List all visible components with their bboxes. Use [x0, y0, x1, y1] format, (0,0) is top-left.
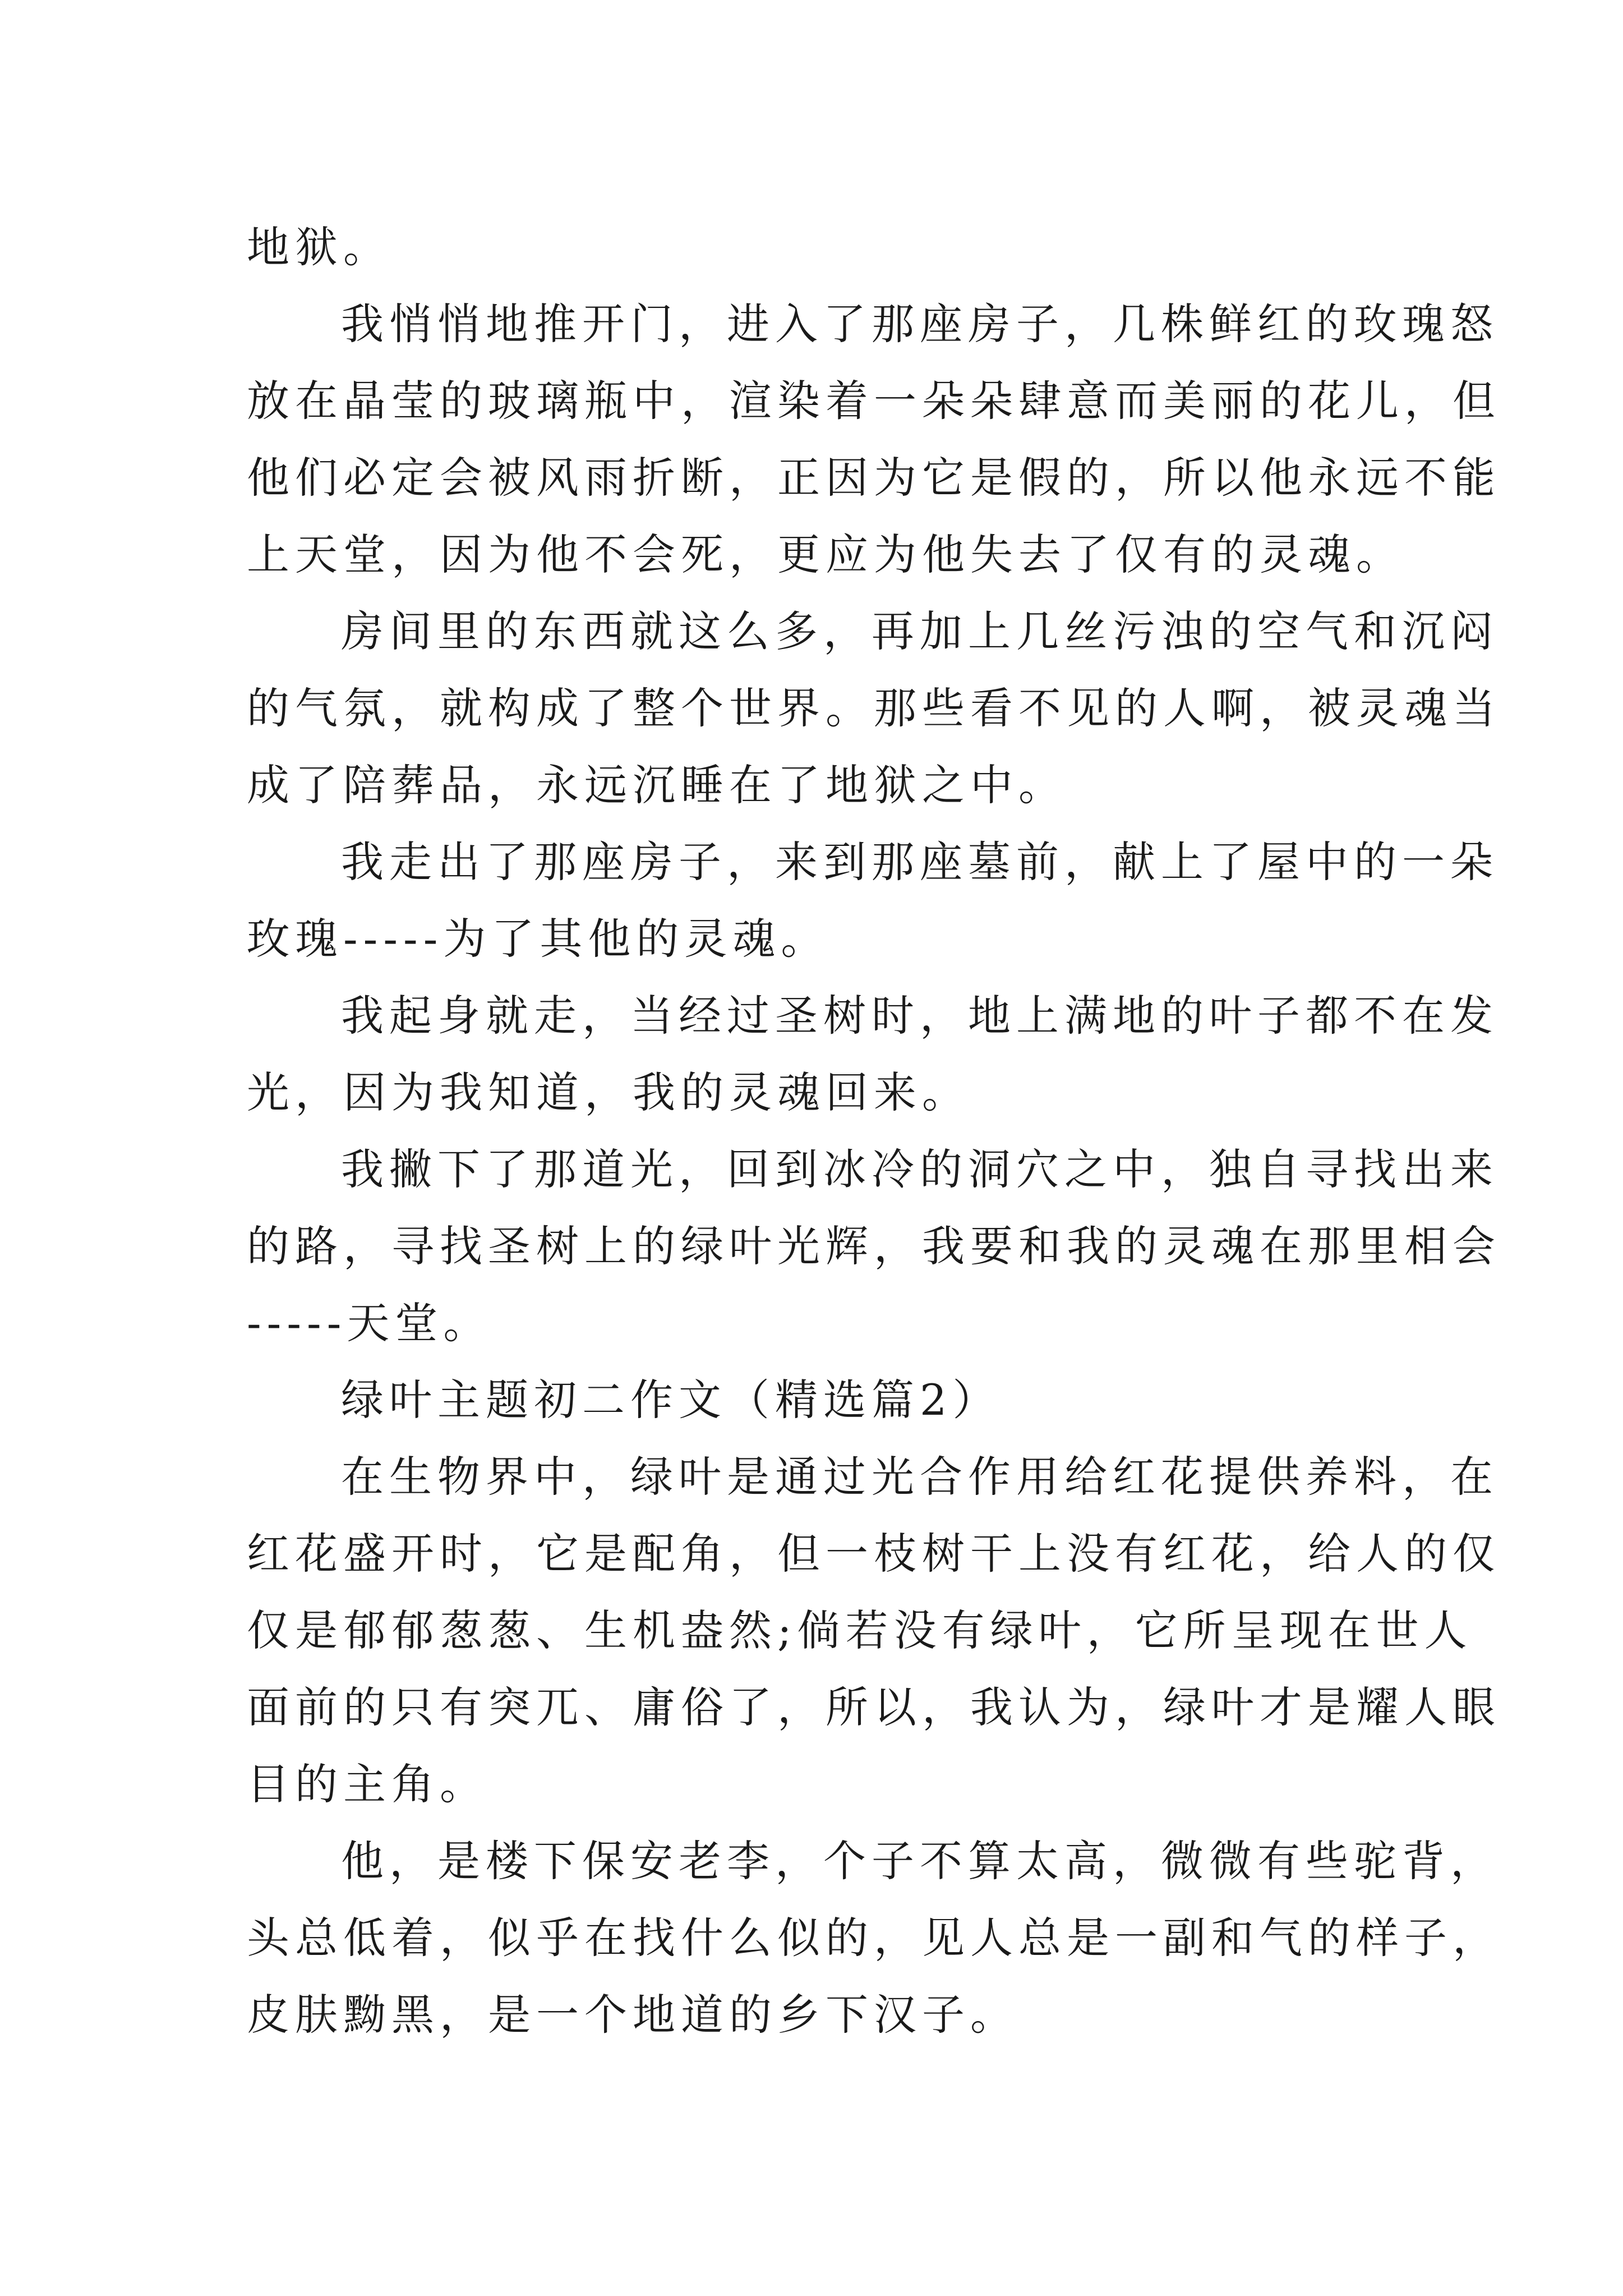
text-line: 成了陪葬品，永远沉睡在了地狱之中。 [247, 760, 1067, 810]
text-line: 面前的只有突兀、庸俗了，所以，我认为，绿叶才是耀人眼 [247, 1682, 1501, 1732]
text-line: 皮肤黝黑，是一个地道的乡下汉子。 [247, 1990, 1018, 2040]
text-line: 光，因为我知道，我的灵魂回来。 [247, 1068, 970, 1117]
paragraph-start-line: 他，是楼下保安老李，个子不算太高，微微有些驼背， [341, 1836, 1498, 1886]
text-line: 仅是郁郁葱葱、生机盎然;倘若没有绿叶，它所呈现在世人 [247, 1605, 1473, 1655]
section-heading: 绿叶主题初二作文（精选篇2） [341, 1375, 1001, 1425]
text-line: 上天堂，因为他不会死，更应为他失去了仅有的灵魂。 [247, 530, 1404, 579]
text-line: 放在晶莹的玻璃瓶中，渲染着一朵朵肆意而美丽的花儿，但 [247, 376, 1501, 426]
text-line: 他们必定会被风雨折断，正因为它是假的，所以他永远不能 [247, 453, 1501, 503]
paragraph-start-line: 我悄悄地推开门，进入了那座房子，几株鲜红的玫瑰怒 [341, 299, 1498, 349]
paragraph-start-line: 房间里的东西就这么多，再加上几丝污浊的空气和沉闷 [341, 606, 1498, 656]
text-line: 目的主角。 [247, 1759, 488, 1809]
paragraph-start-line: 我起身就走，当经过圣树时，地上满地的叶子都不在发 [341, 991, 1498, 1041]
text-line: -----天堂。 [247, 1298, 492, 1348]
text-line: 玫瑰-----为了其他的灵魂。 [247, 914, 829, 964]
paragraph-start-line: 我走出了那座房子，来到那座墓前，献上了屋中的一朵 [341, 837, 1498, 887]
text-line: 的路，寻找圣树上的绿叶光辉，我要和我的灵魂在那里相会 [247, 1221, 1501, 1271]
text-line: 的气氛，就构成了整个世界。那些看不见的人啊，被灵魂当 [247, 683, 1501, 733]
text-line: 头总低着，似乎在找什么似的，见人总是一副和气的样子， [247, 1913, 1501, 1963]
paragraph-start-line: 我撇下了那道光，回到冰冷的洞穴之中，独自寻找出来 [341, 1144, 1498, 1194]
paragraph-start-line: 在生物界中，绿叶是通过光合作用给红花提供养料，在 [341, 1452, 1498, 1502]
text-line: 地狱。 [247, 222, 391, 272]
text-line: 红花盛开时，它是配角，但一枝树干上没有红花，给人的仅 [247, 1529, 1501, 1579]
document-body [247, 209, 1501, 2053]
